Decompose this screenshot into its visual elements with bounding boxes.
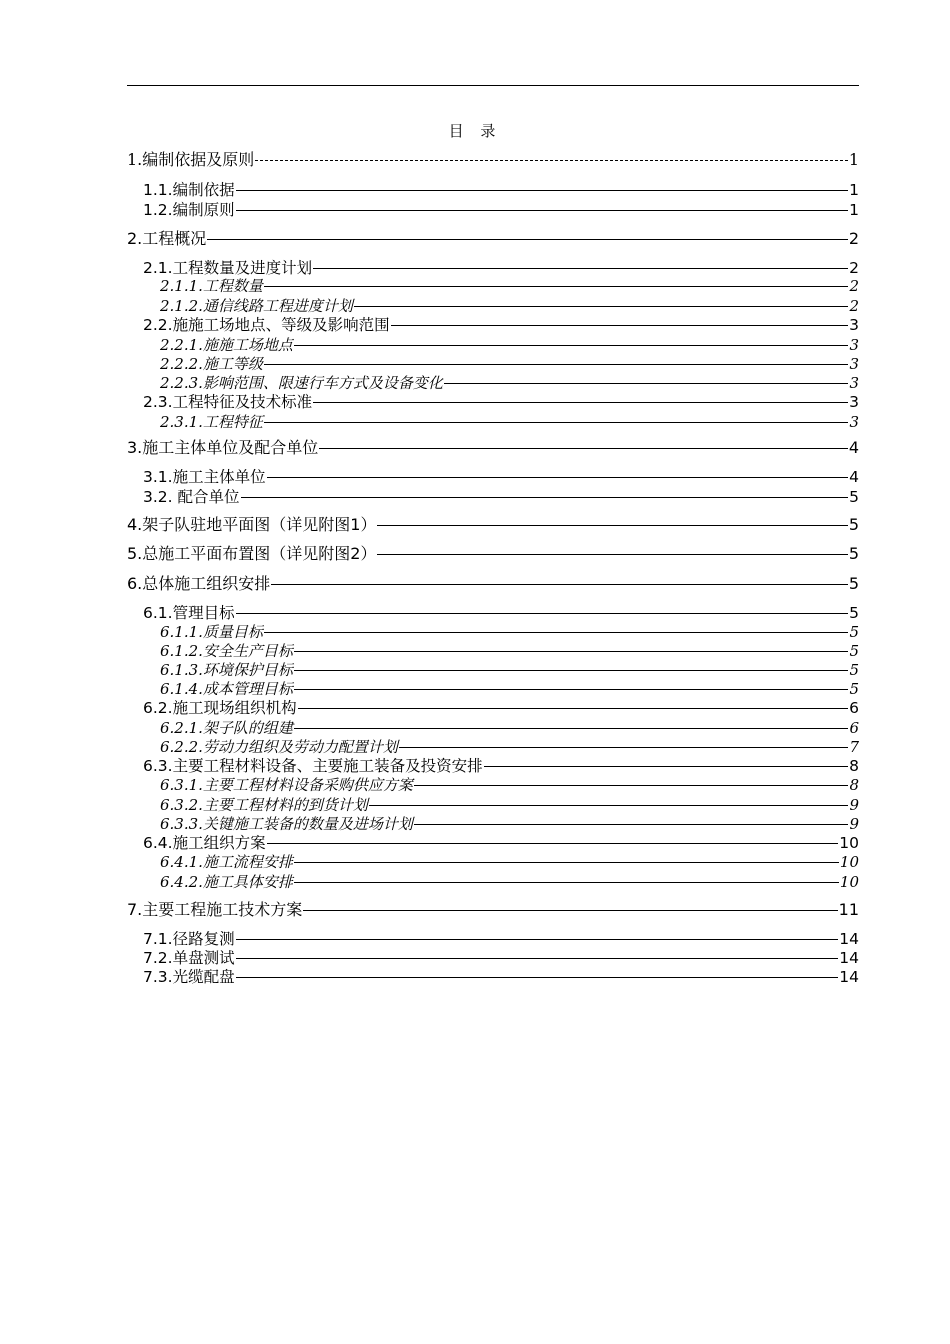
- toc-entry[interactable]: [127, 544, 859, 564]
- toc-title: 目 录: [448, 122, 502, 140]
- toc-leader-line: [294, 728, 849, 729]
- toc-entry-label: 6.3.2.主要工程材料的到货计划: [160, 796, 368, 814]
- toc-entry[interactable]: [143, 180, 859, 200]
- toc-leader-line: [313, 402, 848, 403]
- toc-leader-line: [377, 525, 847, 526]
- toc-leader-line: [236, 613, 849, 614]
- toc-entry-page-number: 1: [848, 150, 859, 169]
- toc-entry[interactable]: [160, 852, 859, 872]
- toc-entry[interactable]: [143, 967, 859, 987]
- toc-leader-line: [294, 689, 849, 690]
- toc-entry-label: 6.1.管理目标: [143, 604, 235, 622]
- toc-entry-page-number: 9: [849, 815, 859, 833]
- toc-leader-line: [271, 584, 848, 585]
- toc-leader-line: [236, 190, 849, 191]
- toc-entry-page-number: 3: [849, 413, 859, 431]
- toc-entry-page-number: 14: [839, 968, 859, 986]
- toc-leader-line: [255, 160, 848, 161]
- toc-entry-label: 1.2.编制原则: [143, 201, 235, 219]
- toc-leader-line: [377, 554, 847, 555]
- toc-entry-label: 6.4.施工组织方案: [143, 834, 266, 852]
- toc-entry-label: 3.2. 配合单位: [143, 488, 240, 506]
- toc-entry[interactable]: [127, 150, 859, 170]
- toc-entry[interactable]: [143, 258, 859, 278]
- toc-leader-line: [484, 766, 849, 767]
- toc-entry-page-number: 5: [848, 544, 859, 563]
- toc-entry-page-number: 5: [849, 488, 859, 506]
- toc-leader-line: [264, 422, 849, 423]
- toc-entry-page-number: 10: [839, 873, 859, 891]
- toc-entry-label: 2.1.工程数量及进度计划: [143, 259, 313, 277]
- toc-entry[interactable]: [160, 296, 859, 316]
- toc-entry-page-number: 2: [849, 277, 859, 295]
- toc-leader-line: [303, 910, 837, 911]
- toc-entry-page-number: 14: [839, 949, 859, 967]
- toc-entry-label: 2.1.1.工程数量: [160, 277, 263, 295]
- toc-entry[interactable]: [143, 833, 859, 853]
- toc-entry-label: 6.1.3.环境保护目标: [160, 661, 293, 679]
- toc-entry[interactable]: [143, 756, 859, 776]
- toc-entry[interactable]: [160, 335, 859, 355]
- toc-entry[interactable]: [127, 574, 859, 594]
- toc-leader-line: [444, 383, 849, 384]
- toc-entry[interactable]: [143, 392, 859, 412]
- toc-entry-page-number: 5: [849, 680, 859, 698]
- toc-entry-label: 2.2.施施工场地点、等级及影响范围: [143, 316, 390, 334]
- toc-entry-label: 3.施工主体单位及配合单位: [127, 438, 319, 457]
- toc-leader-line: [294, 345, 849, 346]
- toc-entry-label: 2.1.2.通信线路工程进度计划: [160, 297, 353, 315]
- toc-entry[interactable]: [160, 775, 859, 795]
- toc-entry[interactable]: [143, 698, 859, 718]
- toc-entry-page-number: 2: [849, 259, 859, 277]
- toc-entry-page-number: 10: [839, 834, 859, 852]
- toc-entry-page-number: 1: [849, 181, 859, 199]
- toc-entry[interactable]: [143, 603, 859, 623]
- toc-entry[interactable]: [143, 200, 859, 220]
- toc-entry-page-number: 10: [839, 853, 859, 871]
- toc-entry-page-number: 5: [849, 642, 859, 660]
- toc-entry-page-number: 2: [848, 229, 859, 248]
- toc-leader-line: [391, 325, 849, 326]
- toc-entry-page-number: 14: [839, 930, 859, 948]
- toc-entry-label: 4.架子队驻地平面图（详见附图1）: [127, 515, 377, 534]
- toc-leader-line: [236, 977, 839, 978]
- toc-leader-line: [319, 448, 848, 449]
- toc-leader-line: [414, 824, 849, 825]
- toc-entry[interactable]: [127, 438, 859, 458]
- toc-leader-line: [207, 239, 848, 240]
- toc-entry[interactable]: [160, 354, 859, 374]
- toc-entry[interactable]: [160, 679, 859, 699]
- toc-entry-label: 6.3.1.主要工程材料设备采购供应方案: [160, 776, 413, 794]
- toc-entry-page-number: 4: [849, 468, 859, 486]
- toc-entry-label: 7.2.单盘测试: [143, 949, 235, 967]
- toc-leader-line: [294, 882, 839, 883]
- toc-entry-page-number: 3: [849, 336, 859, 354]
- toc-entry-page-number: 7: [849, 738, 859, 756]
- toc-leader-line: [236, 210, 849, 211]
- toc-leader-line: [313, 268, 848, 269]
- toc-entry-page-number: 2: [849, 297, 859, 315]
- toc-entry-label: 2.3.1.工程特征: [160, 413, 263, 431]
- toc-leader-line: [294, 670, 849, 671]
- toc-entry[interactable]: [160, 660, 859, 680]
- toc-entry-page-number: 6: [849, 719, 859, 737]
- toc-entry-label: 2.2.3.影响范围、限速行车方式及设备变化: [160, 374, 443, 392]
- toc-entry-page-number: 3: [849, 374, 859, 392]
- toc-entry-label: 6.4.2.施工具体安排: [160, 873, 293, 891]
- toc-entry[interactable]: [160, 737, 859, 757]
- toc-entry[interactable]: [143, 315, 859, 335]
- toc-entry-label: 6.1.4.成本管理目标: [160, 680, 293, 698]
- toc-entry-label: 1.编制依据及原则: [127, 150, 255, 169]
- toc-entry[interactable]: [143, 467, 859, 487]
- toc-entry-label: 2.2.1.施施工场地点: [160, 336, 293, 354]
- toc-entry-page-number: 5: [849, 661, 859, 679]
- toc-leader-line: [264, 364, 849, 365]
- toc-entry[interactable]: [160, 795, 859, 815]
- toc-leader-line: [414, 785, 849, 786]
- toc-entry[interactable]: [160, 412, 859, 432]
- toc-entry[interactable]: [160, 373, 859, 393]
- toc-leader-line: [264, 632, 849, 633]
- toc-entry-label: 6.2.施工现场组织机构: [143, 699, 297, 717]
- toc-entry-page-number: 6: [849, 699, 859, 717]
- toc-leader-line: [241, 497, 849, 498]
- toc-leader-line: [354, 306, 849, 307]
- toc-entry-label: 6.3.主要工程材料设备、主要施工装备及投资安排: [143, 757, 483, 775]
- toc-entry-label: 6.总体施工组织安排: [127, 574, 271, 593]
- toc-entry-label: 2.3.工程特征及技术标准: [143, 393, 313, 411]
- toc-leader-line: [267, 843, 839, 844]
- toc-entry-label: 6.3.3.关键施工装备的数量及进场计划: [160, 815, 413, 833]
- toc-leader-line: [399, 747, 849, 748]
- toc-entry[interactable]: [143, 948, 859, 968]
- toc-leader-line: [236, 939, 839, 940]
- toc-entry-page-number: 3: [849, 393, 859, 411]
- toc-entry-label: 6.4.1.施工流程安排: [160, 853, 293, 871]
- toc-entry[interactable]: [143, 487, 859, 507]
- toc-entry-label: 7.3.光缆配盘: [143, 968, 235, 986]
- toc-entry-page-number: 4: [848, 438, 859, 457]
- toc-entry-page-number: 5: [848, 574, 859, 593]
- toc-entry[interactable]: [143, 929, 859, 949]
- toc-entry-page-number: 5: [849, 604, 859, 622]
- toc-entry[interactable]: [127, 515, 859, 535]
- toc-entry-page-number: 9: [849, 796, 859, 814]
- toc-entry-page-number: 8: [849, 776, 859, 794]
- toc-entry-label: 1.1.编制依据: [143, 181, 235, 199]
- toc-entry-label: 6.2.2.劳动力组织及劳动力配置计划: [160, 738, 398, 756]
- toc-entry-label: 2.2.2.施工等级: [160, 355, 263, 373]
- toc-leader-line: [264, 286, 849, 287]
- toc-entry-label: 3.1.施工主体单位: [143, 468, 266, 486]
- toc-leader-line: [236, 958, 839, 959]
- toc-entry[interactable]: [160, 718, 859, 738]
- toc-entry-page-number: 3: [849, 355, 859, 373]
- toc-entry-label: 6.2.1.架子队的组建: [160, 719, 293, 737]
- toc-entry-page-number: 5: [849, 623, 859, 641]
- toc-leader-line: [294, 862, 839, 863]
- toc-leader-line: [294, 651, 849, 652]
- toc-entry[interactable]: [160, 622, 859, 642]
- toc-entry[interactable]: [160, 814, 859, 834]
- toc-entry[interactable]: [127, 229, 859, 249]
- toc-entry-label: 2.工程概况: [127, 229, 207, 248]
- toc-entry[interactable]: [127, 900, 859, 920]
- toc-entry-label: 6.1.2.安全生产目标: [160, 642, 293, 660]
- toc-entry[interactable]: [160, 276, 859, 296]
- toc-entry-page-number: 3: [849, 316, 859, 334]
- toc-entry-page-number: 8: [849, 757, 859, 775]
- toc-entry-label: 6.1.1.质量目标: [160, 623, 263, 641]
- toc-entry[interactable]: [160, 641, 859, 661]
- toc-leader-line: [369, 805, 849, 806]
- toc-leader-line: [267, 477, 849, 478]
- toc-entry-page-number: 1: [849, 201, 859, 219]
- toc-entry-label: 5.总施工平面布置图（详见附图2）: [127, 544, 377, 563]
- toc-entry[interactable]: [160, 872, 859, 892]
- toc-entry-label: 7.主要工程施工技术方案: [127, 900, 303, 919]
- toc-entry-page-number: 5: [848, 515, 859, 534]
- toc-entry-label: 7.1.径路复测: [143, 930, 235, 948]
- toc-entry-page-number: 11: [838, 900, 859, 919]
- toc-leader-line: [298, 708, 849, 709]
